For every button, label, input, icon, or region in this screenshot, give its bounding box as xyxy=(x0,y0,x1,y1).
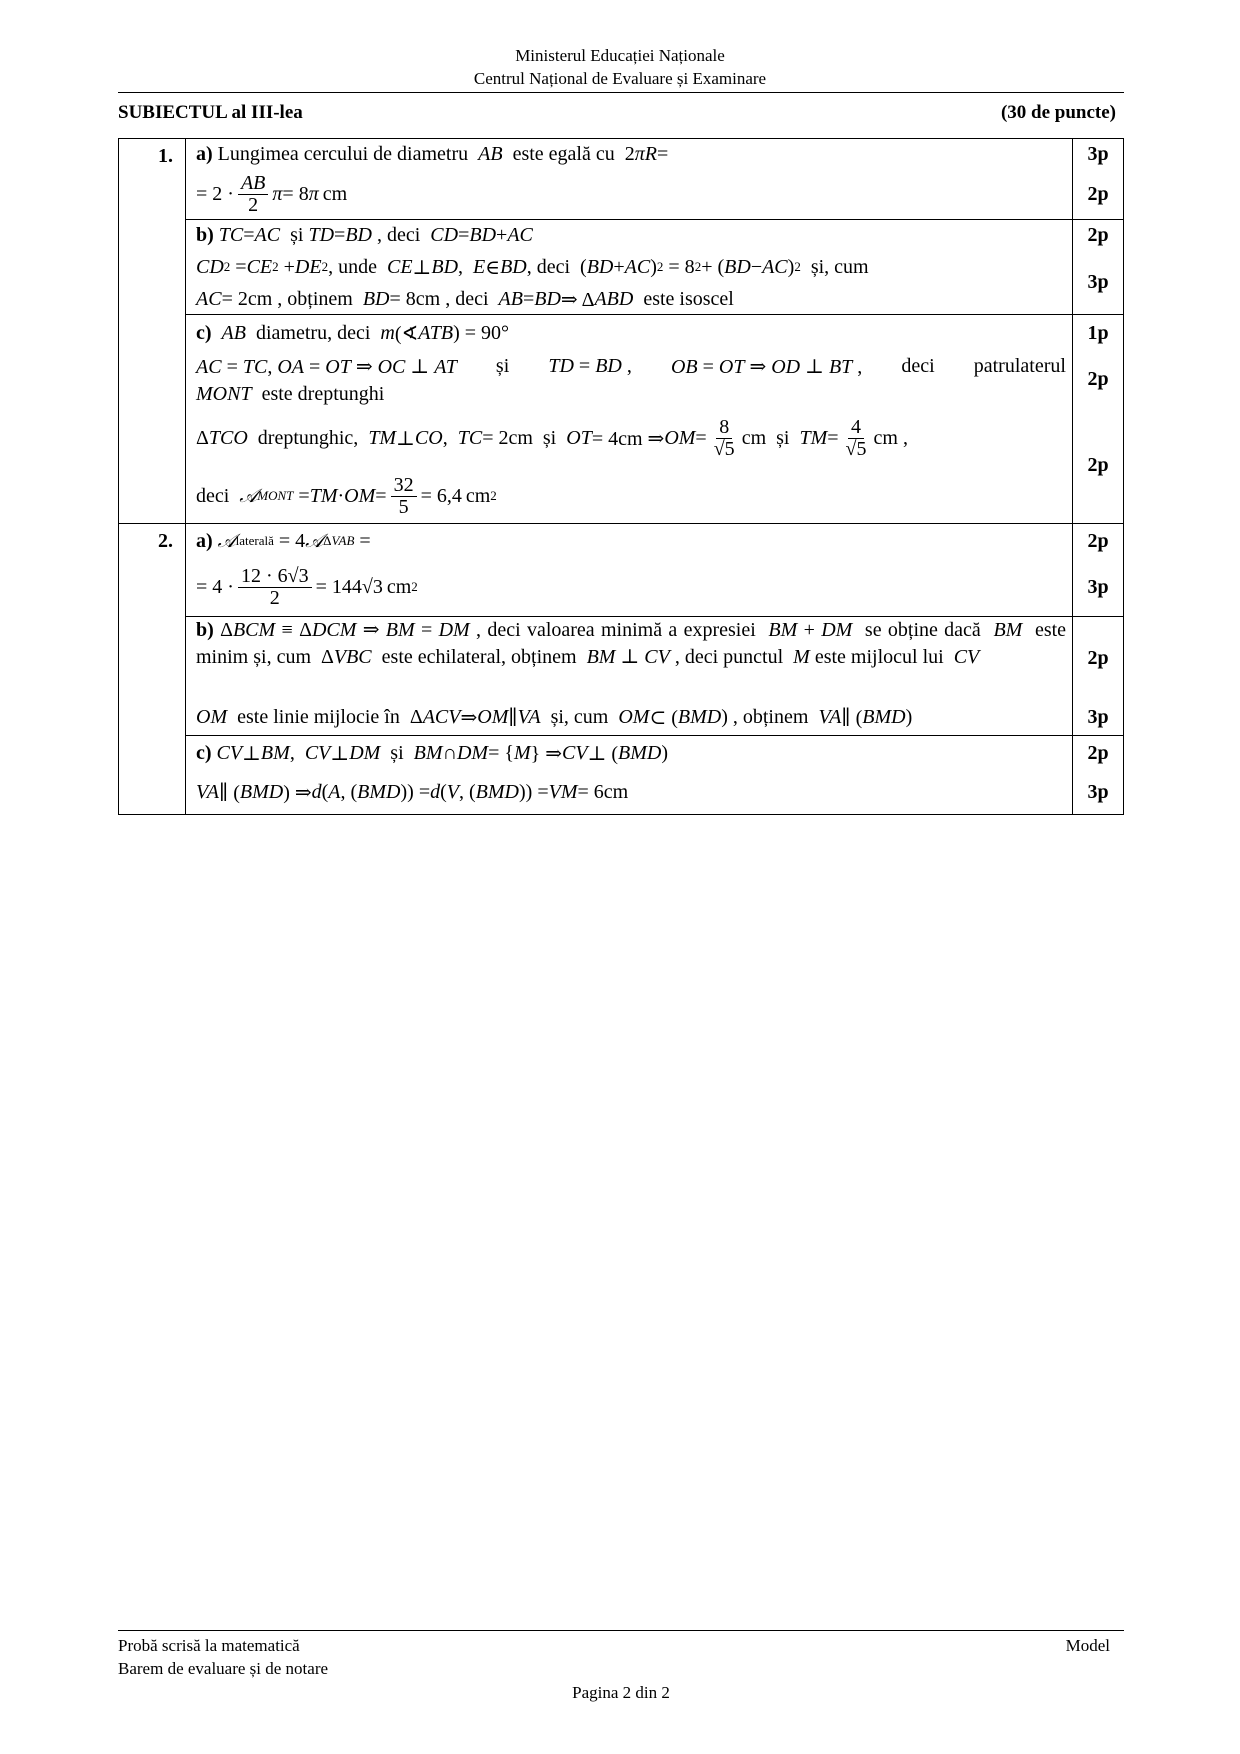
points-value: 3p xyxy=(1087,780,1109,803)
solution-cell xyxy=(186,139,1073,220)
solution-line: b) ΔBCM ≡ ΔDCM ⇒ BM = DM , deci valoarea minimă a expresiei BM + DM se obține dacă BM este minim și, cum ΔVBC este echilateral, obținem BM ⊥ CV , deci punctul M este mijlocul lui CV xyxy=(196,619,1067,668)
points-cell xyxy=(1073,736,1124,815)
points-value: 2p xyxy=(1087,223,1109,246)
solution-line: = 4 · 12 · 6√3 2 = 144√3 cm 2 xyxy=(196,564,418,609)
points-value: 2p xyxy=(1087,529,1109,552)
solution-line: MONT este dreptunghi xyxy=(196,382,385,405)
barem-name: Barem de evaluare și de notare xyxy=(118,1659,329,1678)
points-value: 3p xyxy=(1087,575,1109,598)
subject-title: SUBIECTUL al III-lea xyxy=(118,102,303,123)
points-value: 2p xyxy=(1087,646,1109,669)
grading-table xyxy=(118,138,1124,815)
solution-cell xyxy=(186,315,1073,524)
table-row xyxy=(119,524,1124,617)
table-row xyxy=(119,736,1124,815)
table-row xyxy=(119,315,1124,524)
points-cell xyxy=(1073,139,1124,220)
points-value: 3p xyxy=(1087,270,1109,293)
subject-points: (30 de puncte) xyxy=(1000,102,1116,123)
points-cell xyxy=(1073,617,1124,736)
points-cell xyxy=(1073,220,1124,315)
solution-line: b) TC = AC și TD = BD , deci CD = BD + AC xyxy=(196,223,533,246)
points-value: 3p xyxy=(1087,705,1109,728)
solution-cell xyxy=(186,617,1073,736)
document-footer xyxy=(118,1634,1124,1702)
page-number: Pagina 2 din 2 xyxy=(572,1683,670,1702)
solution-line: VA ∥ ( BMD ) ⇒ d ( A , ( BMD )) = d ( V , ( BMD )) = VM = 6cm xyxy=(196,780,629,804)
solution-line: c) CV ⊥ BM , CV ⊥ DM și BM ∩ DM = { M } ⇒ CV ⊥ ( BMD ) xyxy=(196,741,669,765)
solution-line: OM este linie mijlocie în Δ ACV ⇒ OM ∥ VA și, cum OM ⊂ ( BMD ) , obținem VA ∥ ( BMD ) xyxy=(196,705,913,729)
points-value: 2p xyxy=(1087,741,1109,764)
table-row xyxy=(119,139,1124,220)
solution-cell xyxy=(186,524,1073,617)
points-value: 1p xyxy=(1087,321,1109,344)
exam-name: Probă scrisă la matematică xyxy=(118,1636,300,1655)
solution-line: = 2 · AB 2 π = 8 π cm xyxy=(196,171,348,216)
solution-line: deci 𝒜 MONT = TM · OM = 32 5 = 6,4 cm 2 xyxy=(196,473,497,518)
table-row xyxy=(119,617,1124,736)
document-header xyxy=(0,44,1240,90)
ministry-name: Ministerul Educației Naționale xyxy=(515,46,725,65)
model-label: Model xyxy=(1065,1636,1110,1655)
subject-heading xyxy=(118,102,1120,124)
solution-line: a) Lungimea cercului de diametru AB este egală cu 2 πR = xyxy=(196,142,669,165)
solution-cell xyxy=(186,736,1073,815)
points-value: 2p xyxy=(1087,367,1109,390)
center-name: Centrul Național de Evaluare și Examinare xyxy=(473,69,767,88)
solution-cell xyxy=(186,220,1073,315)
solution-line: Δ TCO dreptunghic, TM ⊥ CO , TC = 2cm și OT = 4cm ⇒ OM = 8 √5 cm și TM = 4 √5 cm , xyxy=(196,415,908,460)
solution-line: CD 2 = CE 2 + DE 2 , unde CE ⊥ BD , E ∈ BD , deci ( BD + AC ) 2 = 8 2 + ( BD − AC ) 2 și, cum xyxy=(196,255,869,279)
table-row xyxy=(119,220,1124,315)
solution-line: c) AB diametru, deci m (∢ ATB ) = 90° xyxy=(196,321,510,345)
item-number: 2. xyxy=(119,524,186,815)
solution-line: AC = 2cm , obținem BD = 8cm , deci AB = BD ⇒ Δ ABD este isoscel xyxy=(196,287,734,311)
solution-line: a) 𝒜 laterală = 4 𝒜 ΔVAB = xyxy=(196,529,371,552)
solution-line: AC = TC, OA = OT ⇒ OC ⊥ AT și TD = BD , OB = OT ⇒ OD ⊥ BT , deci patrulaterul xyxy=(196,354,1066,378)
points-value: 3p xyxy=(1087,142,1109,165)
header-divider xyxy=(118,92,1124,93)
item-number: 1. xyxy=(119,139,186,524)
points-cell xyxy=(1073,524,1124,617)
points-value: 2p xyxy=(1087,182,1109,205)
points-value: 2p xyxy=(1087,453,1109,476)
footer-divider xyxy=(118,1630,1124,1631)
points-cell xyxy=(1073,315,1124,524)
